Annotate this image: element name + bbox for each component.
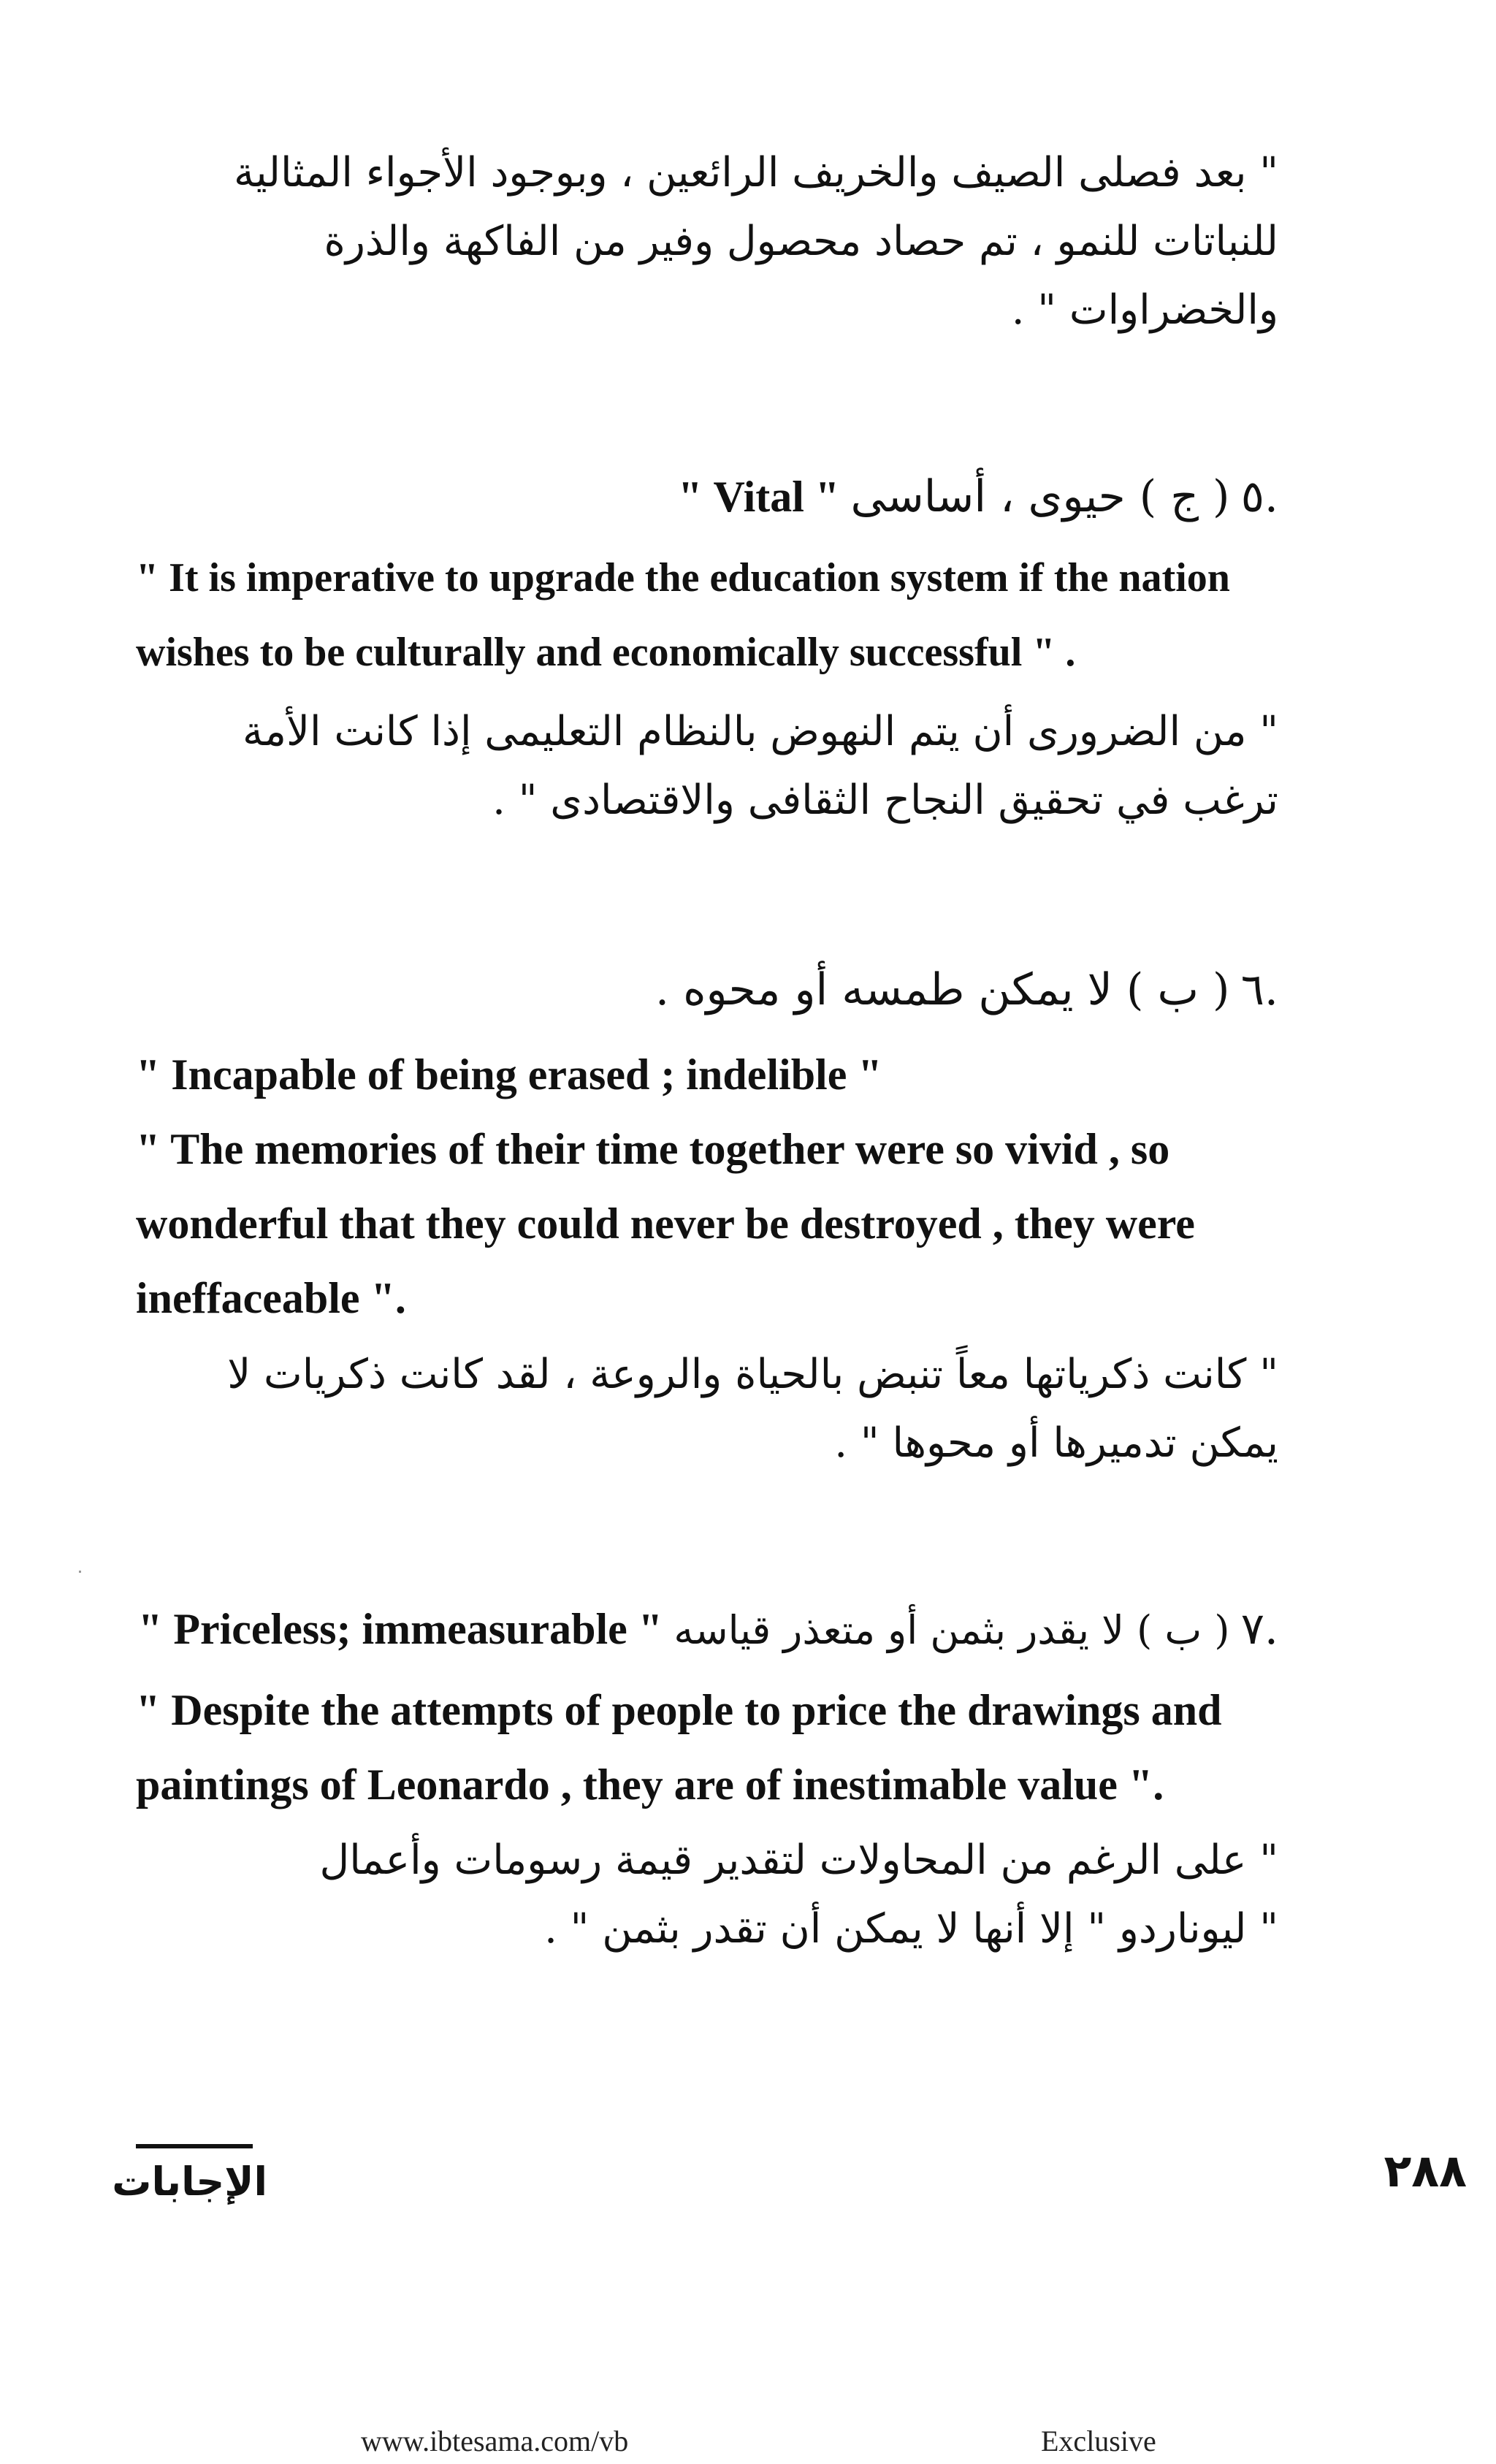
page-number: ٢٨٨	[1384, 2144, 1467, 2197]
arabic-line: والخضراوات " .	[1011, 286, 1278, 334]
english-line: wonderful that they could never be destroyed , they were	[136, 1199, 1195, 1248]
english-line: " The memories of their time together were so vivid , so	[136, 1125, 1170, 1173]
english-line: paintings of Leonardo , they are of inestimable value ".	[136, 1761, 1164, 1809]
footer-divider	[136, 2144, 253, 2148]
source-url: www.ibtesama.com/vb	[361, 2425, 629, 2457]
item-7-english	[136, 1673, 1278, 1822]
footer-section-label: الإجابات	[112, 2159, 267, 2205]
item-option: ( ب ) لا يمكن طمسه أو محوه .	[654, 964, 1230, 1015]
item-6-arabic	[136, 1340, 1278, 1478]
item-6-english	[136, 1037, 1278, 1335]
arabic-line: " ليوناردو " إلا أنها لا يمكن أن تقدر بثمن " .	[544, 1905, 1278, 1953]
item-5-english	[136, 541, 1278, 690]
arabic-line: " كانت ذكرياتها معاً تنبض بالحياة والروعة ، لقد كانت ذكريات لا	[227, 1351, 1278, 1398]
arabic-line: يمكن تدميرها أو محوها " .	[834, 1419, 1278, 1467]
english-line: " Incapable of being erased ; indelible "	[136, 1050, 882, 1099]
item-5-heading	[136, 471, 1278, 522]
arabic-line: " من الضرورى أن يتم النهوض بالنظام التعليمى إذا كانت الأمة	[243, 708, 1278, 755]
scan-speck	[79, 1571, 81, 1573]
item-7-arabic	[136, 1826, 1278, 1964]
english-line: wishes to be culturally and economically successful " .	[136, 630, 1076, 675]
item-english-term: " Priceless; immeasurable "	[138, 1605, 663, 1653]
item-number: .٧	[1240, 1603, 1278, 1655]
english-line: ineffaceable ".	[136, 1274, 406, 1322]
arabic-line: " بعد فصلى الصيف والخريف الرائعين ، وبوجود الأجواء المثالية	[233, 149, 1278, 197]
arabic-line: ترغب في تحقيق النجاح الثقافى والاقتصادى " .	[492, 777, 1278, 824]
item-english-term: " Vital "	[678, 473, 840, 521]
intro-arabic-paragraph	[136, 139, 1278, 345]
item-option: ( ج ) حيوى ، أساسى	[850, 471, 1230, 522]
english-line: " Despite the attempts of people to price the drawings and	[136, 1686, 1222, 1734]
exclusive-tag: Exclusive	[1041, 2425, 1156, 2457]
item-number: .٥	[1240, 471, 1278, 522]
item-5-arabic	[136, 698, 1278, 835]
arabic-line: للنباتات للنمو ، تم حصاد محصول وفير من الفاكهة والذرة	[324, 218, 1278, 265]
item-option: ( ب ) لا يقدر بثمن أو متعذر قياسه	[673, 1607, 1230, 1653]
item-number: .٦	[1240, 964, 1278, 1015]
item-7-heading	[136, 1603, 1278, 1655]
english-line: " It is imperative to upgrade the education system if the nation	[136, 555, 1230, 600]
arabic-line: " على الرغم من المحاولات لتقدير قيمة رسومات وأعمال	[319, 1836, 1278, 1884]
item-6-heading	[136, 964, 1278, 1015]
